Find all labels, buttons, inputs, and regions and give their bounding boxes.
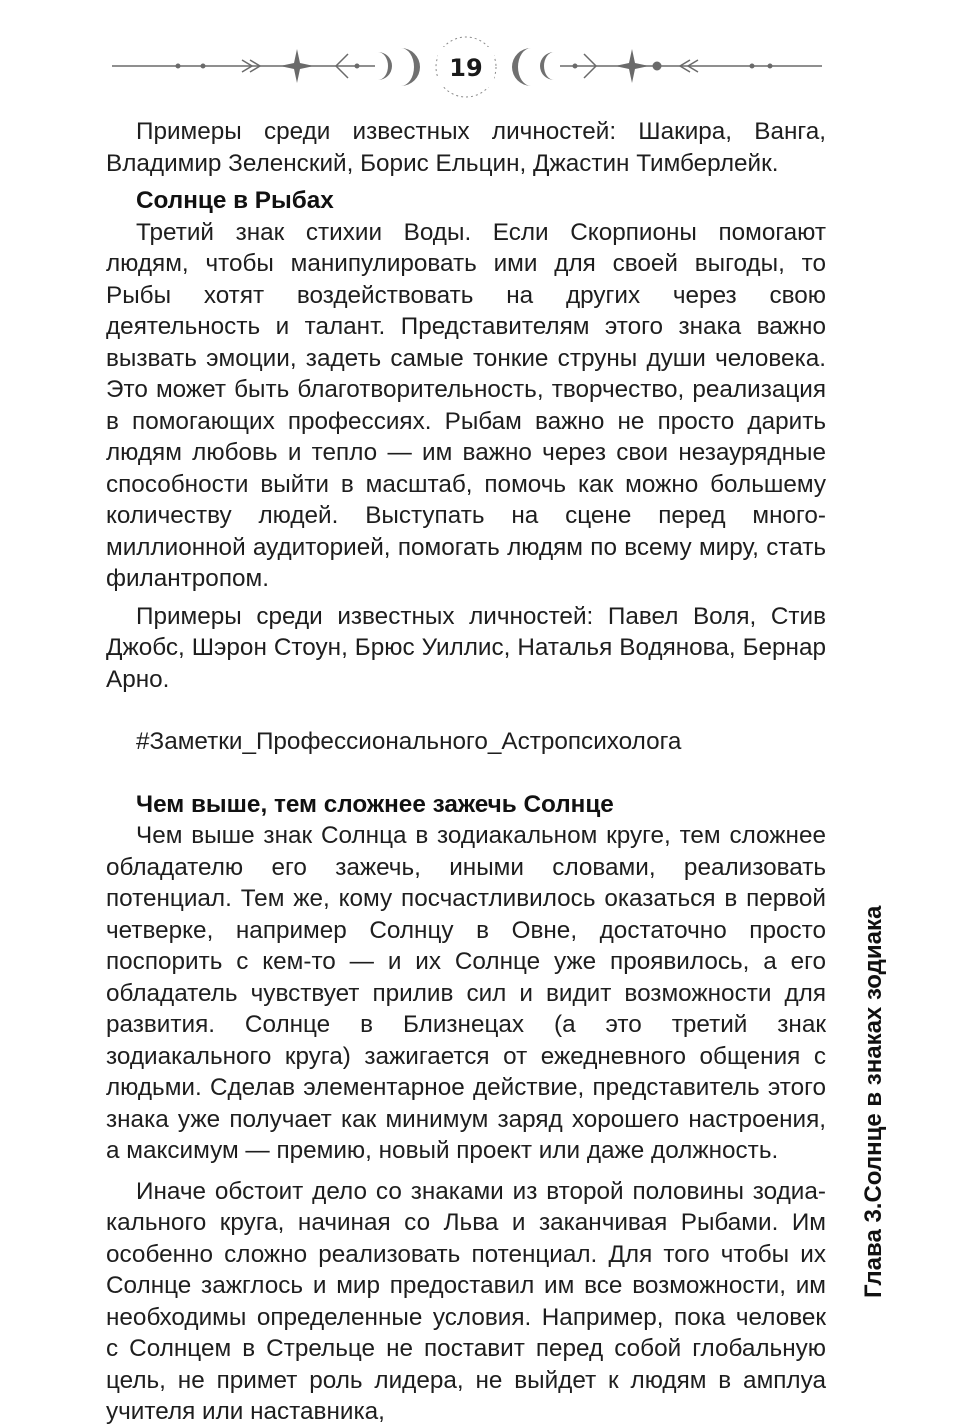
paragraph: Третий знак стихии Воды. Если Скорпионы помогают людям, чтобы манипулировать ими для своей выгоды, то Рыбы хотят воздействовать на других через свою деятельность и талант. Представителям этого знака важно вызвать эмоции, задеть самые тонкие струны души человека. Это может быть благотворительность, творчество, реализация в помогающих профессиях. Рыбам важно не просто дарить людям любовь и тепло — им важно через свои незаурядные способности выйти в масштаб, помочь как можно большему количеству людей. Выступать на сцене перед многомиллионной аудиторией, помогать людям по всему миру, стать филантропом. bbox=[106, 218, 826, 592]
chapter-title: Глава 3.Солнце в знаках зодиака bbox=[860, 905, 887, 1298]
section-heading: Солнце в Рыбах bbox=[136, 187, 334, 214]
section-heading: Чем выше, тем сложнее зажечь Солнце bbox=[136, 790, 614, 818]
paragraph: Примеры среди известных личностей: Шакира, Ванга, Владимир Зеленский, Борис Ельцин, Джастин Тимберлейк. bbox=[106, 118, 826, 177]
paragraph: Чем выше знак Солнца в зодиакальном круге, тем сложнее обладателю его зажечь, иными словами, реализовать потенциал. Тем же, кому посчастливилось оказаться в первой четверке, например Солнцу в Овне, достаточно просто поспорить с кем-то — и их Солнце уже проявилось, а его обладатель чувствует прилив сил и видит возможности для развития. Солнце в Близнецах (а это третий знак зодиакального круга) зажигается от ежедневного общения с людьми. Сделав элементарное действие, представитель этого знака уже получает как минимум заряд хорошего настроения, а максимум — премию, новый проект или даже должность. bbox=[106, 822, 826, 1164]
page-number: 19 bbox=[449, 54, 483, 82]
hashtag: #Заметки_Профессионального_Астропсихолога bbox=[136, 728, 682, 755]
paragraph: Иначе обстоит дело со знаками из второй половины зодиакального круга, начиная со Льва и заканчивая Рыбами. Им особенно сложно реализовать потенциал. Для того чтобы их Солнце зажглось и мир предоставил им все возможности, им необходимы определенные условия. Например, пока человек с Солнцем в Стрельце не поставит перед собой глобальную цель, не примет роль лидера, не выйдет к людям в амплуа учителя или наставника, bbox=[106, 1177, 826, 1425]
paragraph: Примеры среди известных личностей: Павел Воля, Стив Джобс, Шэрон Стоун, Брюс Уиллис, Наталья Водянова, Бернар Арно. bbox=[106, 602, 826, 693]
page-body bbox=[106, 116, 826, 1428]
